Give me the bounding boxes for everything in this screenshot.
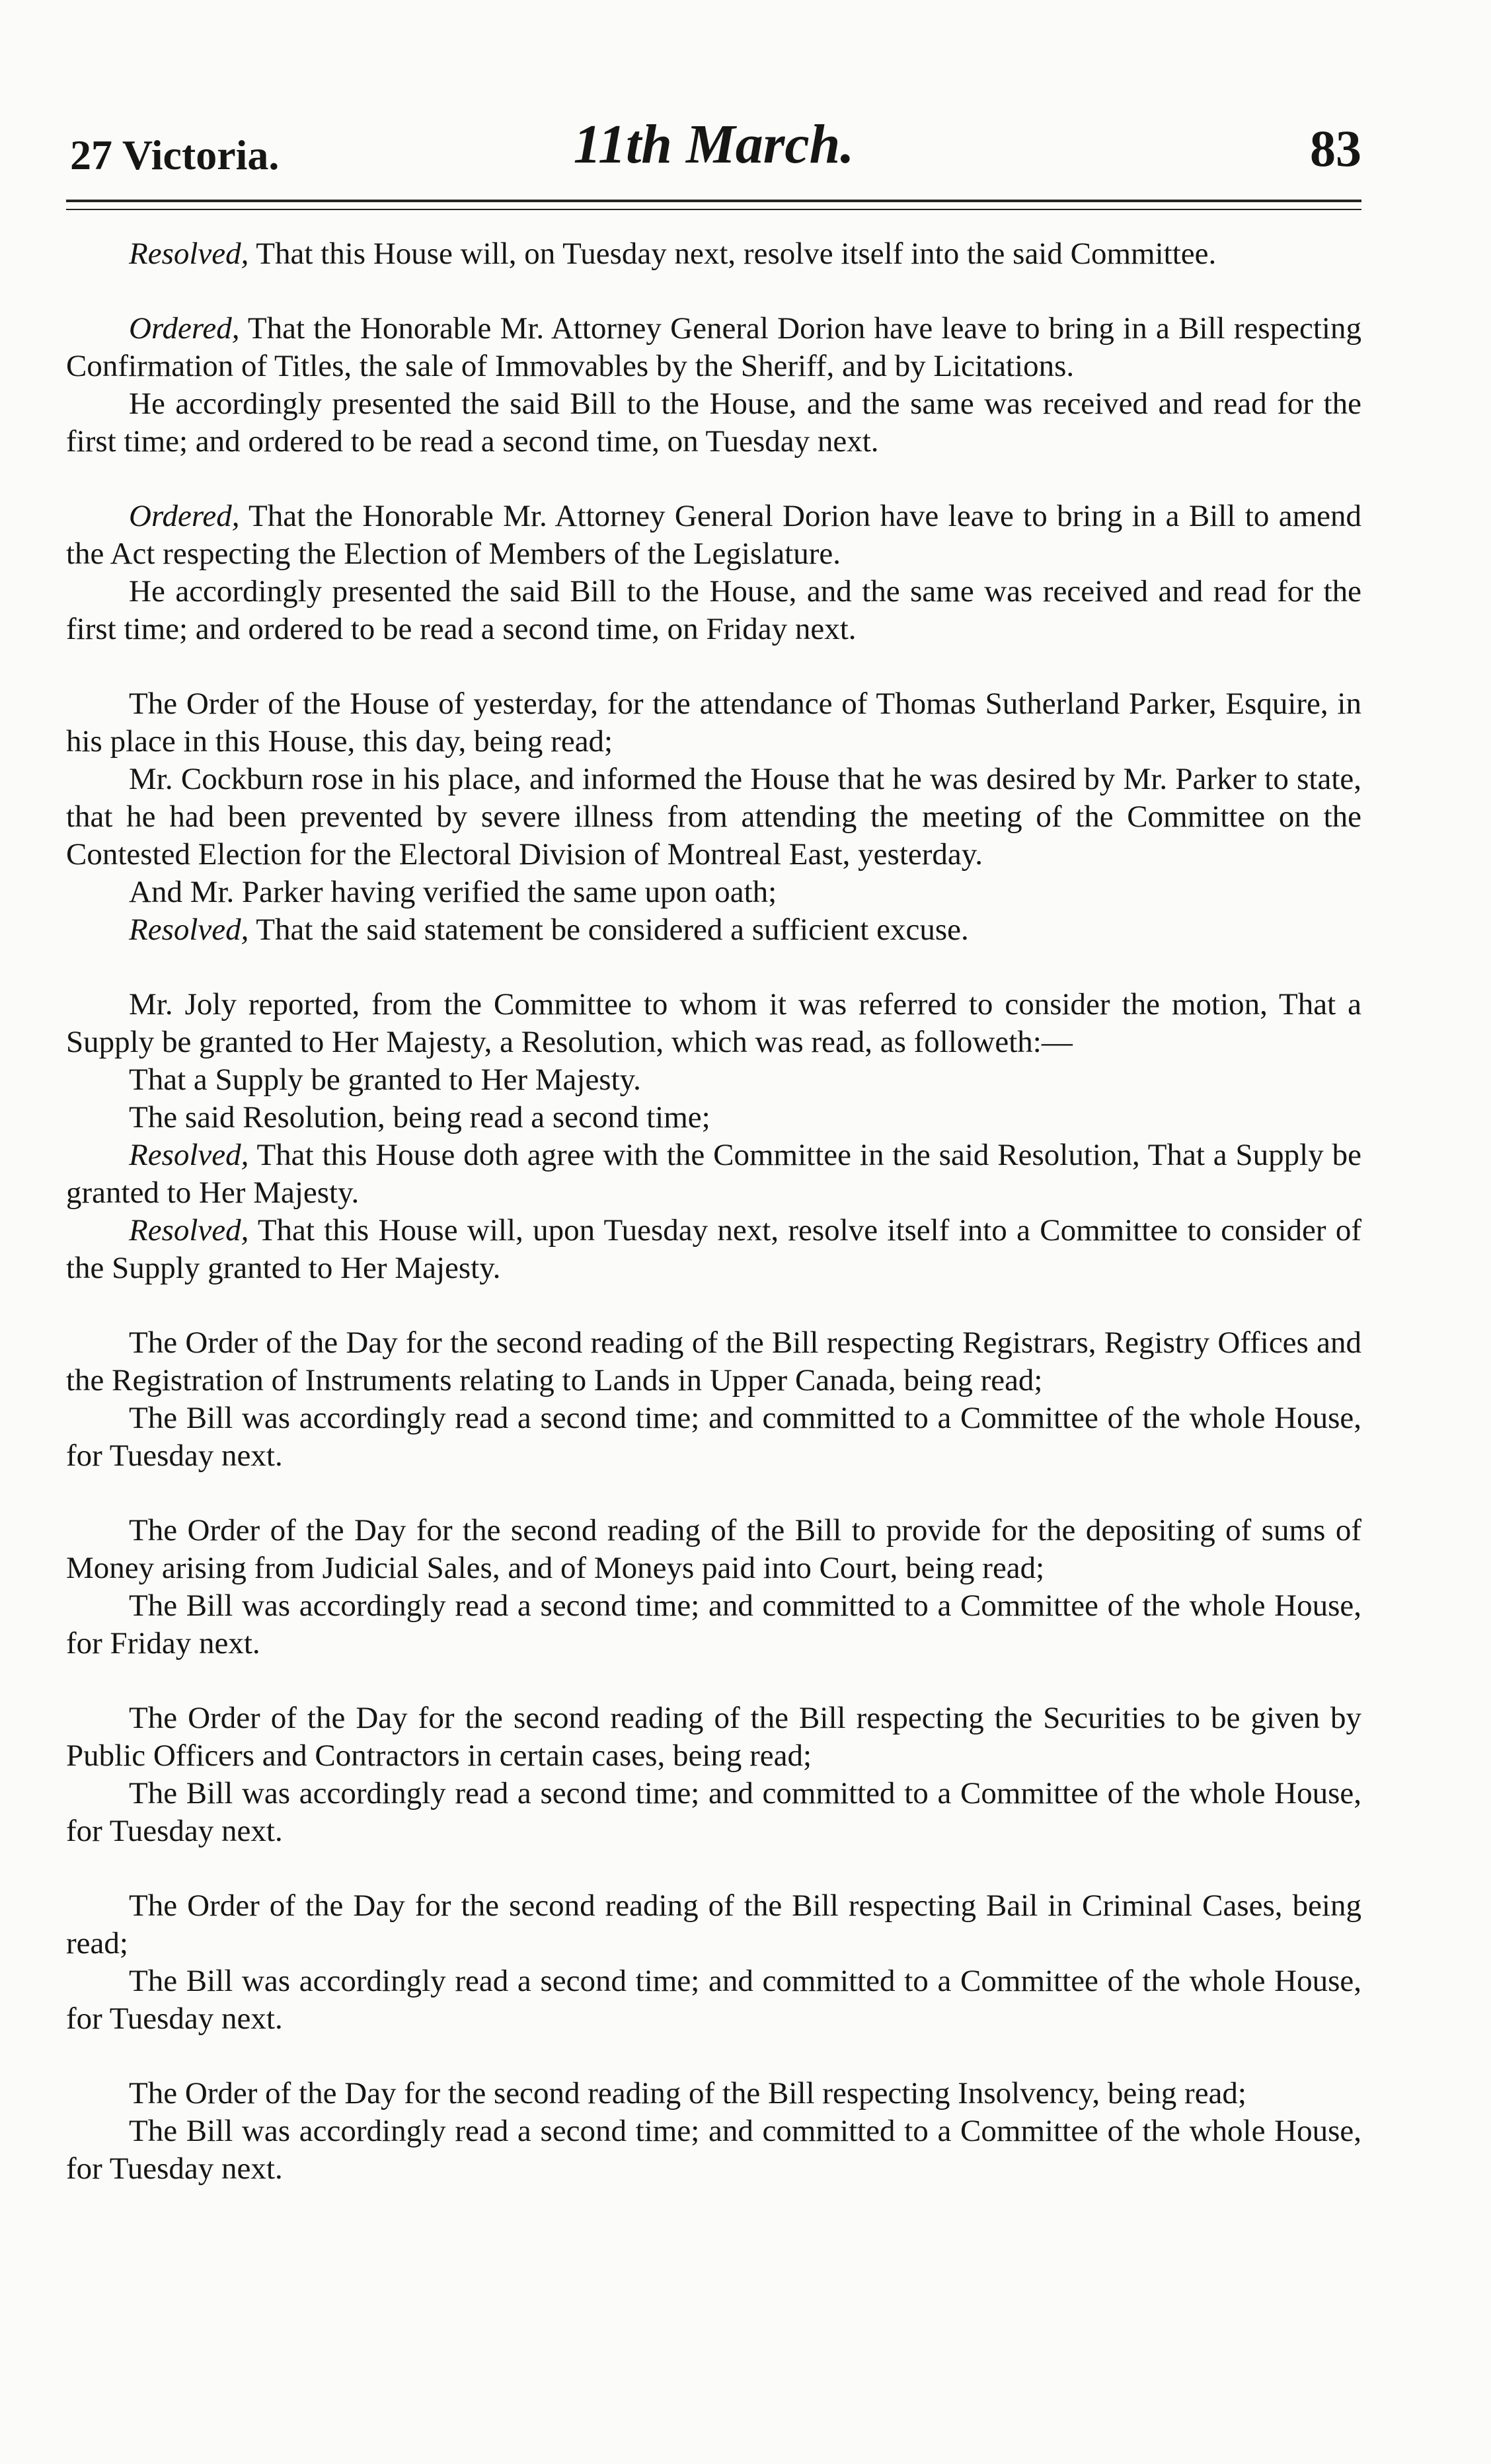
paragraph-text: Mr. Joly reported, from the Committee to whom it was referred to consider the motion, That a Supply be granted to Her Majesty, a Resolution, which was read, as followeth:—: [66, 987, 1361, 1059]
paragraph-text: The Bill was accordingly read a second time; and committed to a Committee of the whole House, for Friday next.: [66, 1588, 1361, 1661]
paragraph-lead-word: Resolved,: [129, 913, 249, 947]
paragraph-text: He accordingly presented the said Bill to the House, and the same was received and read for the first time; and ordered to be read a second time, on Friday next.: [66, 574, 1361, 646]
entry-paragraph: [66, 310, 1361, 385]
entry-paragraph: [66, 573, 1361, 648]
entry-paragraph: [66, 1400, 1361, 1475]
entry-paragraph: [66, 498, 1361, 573]
entry-paragraph: [66, 385, 1361, 461]
entry-paragraph: [66, 1099, 1361, 1137]
paragraph-text: That a Supply be granted to Her Majesty.: [129, 1063, 641, 1097]
entry-paragraph: [66, 2112, 1361, 2188]
paragraph-lead-word: Resolved,: [129, 237, 249, 271]
paragraph-lead-word: Ordered,: [129, 499, 240, 533]
paragraph-lead-word: Resolved,: [129, 1138, 249, 1172]
paragraph-text: The Bill was accordingly read a second time; and committed to a Committee of the whole House, for Tuesday next.: [66, 1964, 1361, 2036]
paragraph-text: That this House doth agree with the Committee in the said Resolution, That a Supply be granted to Her Majesty.: [66, 1138, 1361, 1210]
date-heading: 11th March.: [573, 114, 855, 175]
journal-entry: [66, 685, 1361, 949]
paragraph-text: The Order of the Day for the second reading of the Bill respecting Bail in Criminal Cases, being read;: [66, 1888, 1361, 1960]
entry-paragraph: [66, 1212, 1361, 1287]
paragraph-text: The Order of the Day for the second reading of the Bill respecting Insolvency, being read;: [129, 2076, 1246, 2110]
paragraph-text: That the said statement be considered a sufficient excuse.: [249, 913, 969, 947]
entry-paragraph: [66, 1324, 1361, 1400]
paragraph-text: That the Honorable Mr. Attorney General Dorion have leave to bring in a Bill to amend the Act respecting the Election of Members of the Legislature.: [66, 499, 1361, 571]
page-header: [66, 112, 1361, 185]
paragraph-text: And Mr. Parker having verified the same upon oath;: [129, 875, 777, 909]
entry-paragraph: [66, 235, 1361, 273]
page-number: 83: [1310, 120, 1361, 177]
session-label: 27 Victoria.: [70, 131, 280, 178]
journal-entry: [66, 498, 1361, 648]
entry-paragraph: [66, 874, 1361, 911]
paragraph-text: The Order of the Day for the second reading of the Bill respecting Registrars, Registry Offices and the Registration of Instruments relating to Lands in Upper Canada, being read;: [66, 1325, 1361, 1398]
paragraph-lead-word: Resolved,: [129, 1213, 249, 1248]
paragraph-text: The Order of the Day for the second reading of the Bill to provide for the depositing of sums of Money arising from Judicial Sales, and of Moneys paid into Court, being read;: [66, 1513, 1361, 1585]
paragraph-text: That the Honorable Mr. Attorney General Dorion have leave to bring in a Bill respecting Confirmation of Titles, the sale of Immovables by the Sheriff, and by Licitations.: [66, 311, 1361, 383]
paragraph-text: The Bill was accordingly read a second time; and committed to a Committee of the whole House, for Tuesday next.: [66, 1776, 1361, 1848]
entry-paragraph: [66, 1887, 1361, 1962]
paragraph-text: The Bill was accordingly read a second time; and committed to a Committee of the whole House, for Tuesday next.: [66, 1401, 1361, 1473]
entry-paragraph: [66, 1512, 1361, 1587]
paragraph-lead-word: Ordered,: [129, 311, 240, 346]
paragraph-text: That this House will, upon Tuesday next, resolve itself into a Committee to consider of the Supply granted to Her Majesty.: [66, 1213, 1361, 1285]
entry-paragraph: [66, 2075, 1361, 2112]
entry-paragraph: [66, 986, 1361, 1061]
journal-entry: [66, 310, 1361, 461]
header-double-rule: [66, 200, 1361, 210]
paragraph-text: He accordingly presented the said Bill to the House, and the same was received and read for the first time; and ordered to be read a second time, on Tuesday next.: [66, 387, 1361, 459]
entry-paragraph: [66, 1699, 1361, 1775]
paragraph-text: Mr. Cockburn rose in his place, and informed the House that he was desired by Mr. Parker to state, that he had been prevented by severe illness from attending the meeting of the Committee on the Contested Election for the Electoral Division of Montreal East, yesterday.: [66, 762, 1361, 872]
journal-entry: [66, 1324, 1361, 1475]
journal-entry: [66, 986, 1361, 1287]
journal-entry: [66, 1512, 1361, 1662]
paragraph-text: That this House will, on Tuesday next, resolve itself into the said Committee.: [249, 237, 1217, 271]
journal-entry: [66, 1887, 1361, 2038]
journal-page: [66, 112, 1361, 2225]
paragraph-text: The Order of the Day for the second reading of the Bill respecting the Securities to be given by Public Officers and Contractors in certain cases, being read;: [66, 1701, 1361, 1773]
entry-paragraph: [66, 1962, 1361, 2038]
journal-entry: [66, 1699, 1361, 1850]
entry-paragraph: [66, 1775, 1361, 1850]
journal-entry: [66, 2075, 1361, 2188]
paragraph-text: The said Resolution, being read a second time;: [129, 1100, 710, 1135]
paragraph-text: The Order of the House of yesterday, for the attendance of Thomas Sutherland Parker, Esquire, in his place in this House, this day, being read;: [66, 687, 1361, 759]
journal-entry: [66, 235, 1361, 273]
paragraph-text: The Bill was accordingly read a second time; and committed to a Committee of the whole House, for Tuesday next.: [66, 2114, 1361, 2186]
entry-paragraph: [66, 685, 1361, 761]
journal-body: [66, 235, 1361, 2188]
entry-paragraph: [66, 1061, 1361, 1099]
entry-paragraph: [66, 911, 1361, 949]
entry-paragraph: [66, 761, 1361, 874]
entry-paragraph: [66, 1137, 1361, 1212]
entry-paragraph: [66, 1587, 1361, 1662]
